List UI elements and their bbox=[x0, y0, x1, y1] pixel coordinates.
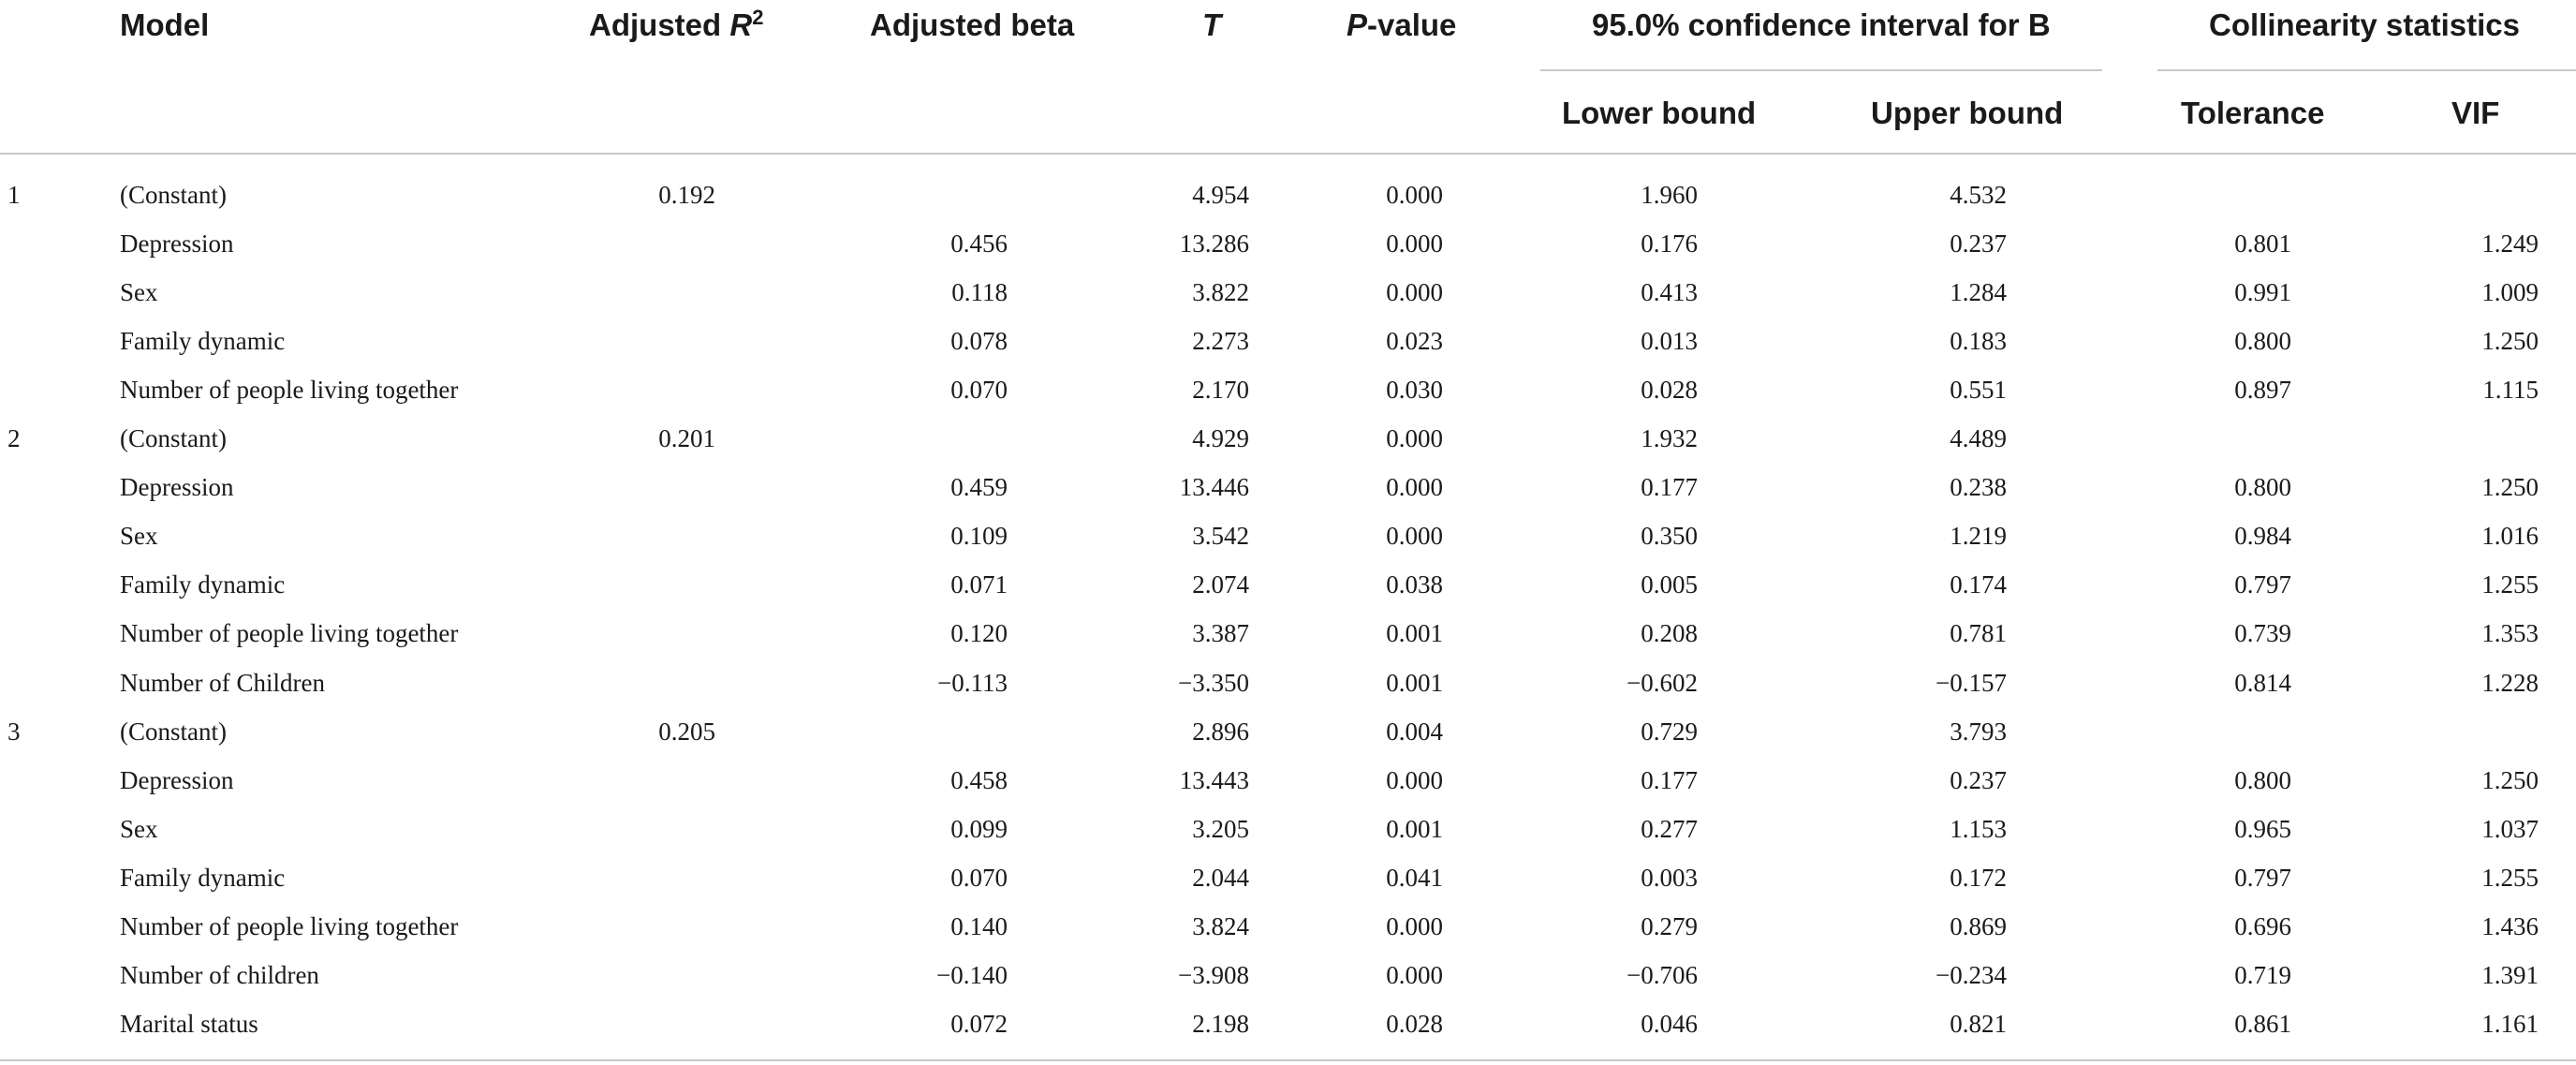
upper-bound-cell: 0.237 bbox=[1950, 766, 2007, 794]
upper-bound-cell: 1.219 bbox=[1950, 522, 2007, 550]
header-adjusted-r2-italic: R bbox=[729, 7, 753, 42]
t-cell: 3.205 bbox=[1192, 815, 1249, 843]
t-cell: 2.273 bbox=[1192, 327, 1249, 355]
vif-cell: 1.016 bbox=[2481, 522, 2539, 550]
tolerance-cell: 0.800 bbox=[2234, 327, 2291, 355]
adjusted-beta-cell: 0.458 bbox=[950, 766, 1008, 794]
t-cell: 13.286 bbox=[1179, 229, 1249, 258]
lower-bound-cell: 0.177 bbox=[1641, 473, 1698, 501]
tolerance-cell: 0.739 bbox=[2234, 619, 2291, 647]
vif-cell: 1.037 bbox=[2481, 815, 2539, 843]
ci-group-underline bbox=[1540, 69, 2102, 71]
vif-cell: 1.250 bbox=[2481, 473, 2539, 501]
header-adjusted-r2 bbox=[589, 6, 764, 42]
lower-bound-cell: 0.177 bbox=[1641, 766, 1698, 794]
upper-bound-cell: 4.532 bbox=[1950, 181, 2007, 209]
model-number-cell: 1 bbox=[7, 181, 21, 209]
predictor-cell: Sex bbox=[120, 278, 158, 306]
vif-cell: 1.115 bbox=[2482, 376, 2539, 404]
table-bottom-rule bbox=[0, 1059, 2576, 1061]
adjusted-beta-cell: −0.113 bbox=[937, 669, 1008, 697]
p-value-cell: 0.000 bbox=[1386, 278, 1443, 306]
predictor-cell: Number of people living together bbox=[120, 912, 459, 940]
lower-bound-cell: 0.279 bbox=[1641, 912, 1698, 940]
upper-bound-cell: −0.157 bbox=[1936, 669, 2007, 697]
header-p-rest: -value bbox=[1367, 7, 1457, 42]
t-cell: 2.074 bbox=[1192, 570, 1249, 599]
model-number-cell: 2 bbox=[7, 424, 21, 452]
header-model: Model bbox=[120, 7, 210, 42]
t-cell: 3.542 bbox=[1192, 522, 1249, 550]
vif-cell: 1.353 bbox=[2481, 619, 2539, 647]
vif-cell: 1.250 bbox=[2481, 327, 2539, 355]
adjusted-beta-cell: 0.118 bbox=[951, 278, 1008, 306]
predictor-cell: Number of children bbox=[120, 961, 319, 989]
upper-bound-cell: 3.793 bbox=[1950, 717, 2007, 746]
header-ci-group: 95.0% confidence interval for B bbox=[1592, 7, 2051, 42]
adjusted-beta-cell: 0.459 bbox=[950, 473, 1008, 501]
adjusted-beta-cell: 0.072 bbox=[950, 1010, 1008, 1038]
t-cell: 2.198 bbox=[1192, 1010, 1249, 1038]
upper-bound-cell: 4.489 bbox=[1950, 424, 2007, 452]
adjusted-beta-cell: 0.099 bbox=[950, 815, 1008, 843]
adjusted-beta-cell: 0.070 bbox=[950, 376, 1008, 404]
adjusted-beta-cell: 0.120 bbox=[950, 619, 1008, 647]
vif-cell: 1.250 bbox=[2481, 766, 2539, 794]
vif-cell: 1.391 bbox=[2481, 961, 2539, 989]
header-adjusted-r2-sup: 2 bbox=[752, 6, 764, 29]
upper-bound-cell: 0.172 bbox=[1950, 864, 2007, 892]
lower-bound-cell: 0.729 bbox=[1641, 717, 1698, 746]
lower-bound-cell: 1.932 bbox=[1641, 424, 1698, 452]
lower-bound-cell: 0.413 bbox=[1641, 278, 1698, 306]
tolerance-cell: 0.797 bbox=[2234, 864, 2291, 892]
p-value-cell: 0.004 bbox=[1386, 717, 1443, 746]
upper-bound-cell: 0.237 bbox=[1950, 229, 2007, 258]
predictor-cell: Depression bbox=[120, 229, 234, 258]
upper-bound-cell: 0.238 bbox=[1950, 473, 2007, 501]
upper-bound-cell: 0.183 bbox=[1950, 327, 2007, 355]
vif-cell: 1.009 bbox=[2481, 278, 2539, 306]
t-cell: 2.896 bbox=[1192, 717, 1249, 746]
collinearity-group-underline bbox=[2157, 69, 2576, 71]
tolerance-cell: 0.696 bbox=[2234, 912, 2291, 940]
lower-bound-cell: 0.013 bbox=[1641, 327, 1698, 355]
header-collinearity-group: Collinearity statistics bbox=[2209, 7, 2520, 42]
predictor-cell: (Constant) bbox=[120, 717, 227, 746]
adjusted-r2-cell: 0.192 bbox=[658, 181, 715, 209]
upper-bound-cell: −0.234 bbox=[1936, 961, 2007, 989]
predictor-cell: Depression bbox=[120, 766, 234, 794]
header-upper-bound: Upper bound bbox=[1871, 96, 2064, 130]
upper-bound-cell: 1.284 bbox=[1950, 278, 2007, 306]
p-value-cell: 0.000 bbox=[1386, 912, 1443, 940]
vif-cell: 1.161 bbox=[2481, 1010, 2539, 1038]
header-t bbox=[1202, 9, 1221, 40]
p-value-cell: 0.000 bbox=[1386, 229, 1443, 258]
tolerance-cell: 0.800 bbox=[2234, 766, 2291, 794]
p-value-cell: 0.001 bbox=[1386, 619, 1443, 647]
header-vif: VIF bbox=[2451, 96, 2500, 130]
predictor-cell: Depression bbox=[120, 473, 234, 501]
tolerance-cell: 0.965 bbox=[2234, 815, 2291, 843]
lower-bound-cell: −0.602 bbox=[1627, 669, 1698, 697]
t-cell: −3.908 bbox=[1178, 961, 1249, 989]
tolerance-cell: 0.991 bbox=[2234, 278, 2291, 306]
p-value-cell: 0.001 bbox=[1386, 815, 1443, 843]
predictor-cell: Family dynamic bbox=[120, 570, 286, 599]
header-tolerance: Tolerance bbox=[2181, 96, 2325, 130]
header-p-italic: P bbox=[1347, 7, 1368, 42]
t-cell: 3.387 bbox=[1192, 619, 1249, 647]
vif-cell: 1.436 bbox=[2481, 912, 2539, 940]
upper-bound-cell: 0.781 bbox=[1950, 619, 2007, 647]
t-cell: 4.954 bbox=[1192, 181, 1249, 209]
t-cell: 13.443 bbox=[1179, 766, 1249, 794]
t-cell: 3.822 bbox=[1192, 278, 1249, 306]
header-bottom-rule bbox=[0, 153, 2576, 155]
predictor-cell: (Constant) bbox=[120, 424, 227, 452]
adjusted-beta-cell: 0.071 bbox=[950, 570, 1008, 599]
lower-bound-cell: 0.277 bbox=[1641, 815, 1698, 843]
header-lower-bound: Lower bound bbox=[1562, 96, 1757, 130]
predictor-cell: Family dynamic bbox=[120, 327, 286, 355]
tolerance-cell: 0.800 bbox=[2234, 473, 2291, 501]
adjusted-r2-cell: 0.205 bbox=[658, 717, 715, 746]
adjusted-beta-cell: 0.070 bbox=[950, 864, 1008, 892]
p-value-cell: 0.023 bbox=[1386, 327, 1443, 355]
adjusted-beta-cell: 0.078 bbox=[950, 327, 1008, 355]
p-value-cell: 0.000 bbox=[1386, 181, 1443, 209]
adjusted-beta-cell: 0.140 bbox=[950, 912, 1008, 940]
upper-bound-cell: 0.869 bbox=[1950, 912, 2007, 940]
predictor-cell: Number of people living together bbox=[120, 376, 459, 404]
adjusted-r2-cell: 0.201 bbox=[658, 424, 715, 452]
tolerance-cell: 0.897 bbox=[2234, 376, 2291, 404]
tolerance-cell: 0.814 bbox=[2234, 669, 2291, 697]
predictor-cell: Marital status bbox=[120, 1010, 258, 1038]
tolerance-cell: 0.984 bbox=[2234, 522, 2291, 550]
tolerance-cell: 0.861 bbox=[2234, 1010, 2291, 1038]
p-value-cell: 0.000 bbox=[1386, 961, 1443, 989]
p-value-cell: 0.000 bbox=[1386, 766, 1443, 794]
predictor-cell: Sex bbox=[120, 815, 158, 843]
predictor-cell: Sex bbox=[120, 522, 158, 550]
vif-cell: 1.228 bbox=[2481, 669, 2539, 697]
t-cell: 2.044 bbox=[1192, 864, 1249, 892]
p-value-cell: 0.001 bbox=[1386, 669, 1443, 697]
t-cell: 4.929 bbox=[1192, 424, 1249, 452]
p-value-cell: 0.000 bbox=[1386, 473, 1443, 501]
vif-cell: 1.249 bbox=[2481, 229, 2539, 258]
vif-cell: 1.255 bbox=[2481, 864, 2539, 892]
lower-bound-cell: 0.003 bbox=[1641, 864, 1698, 892]
p-value-cell: 0.000 bbox=[1386, 424, 1443, 452]
t-cell: −3.350 bbox=[1178, 669, 1249, 697]
p-value-cell: 0.041 bbox=[1386, 864, 1443, 892]
adjusted-beta-cell: 0.109 bbox=[950, 522, 1008, 550]
lower-bound-cell: 0.046 bbox=[1641, 1010, 1698, 1038]
upper-bound-cell: 1.153 bbox=[1950, 815, 2007, 843]
header-adjusted-r2-text: Adjusted bbox=[589, 7, 730, 42]
upper-bound-cell: 0.551 bbox=[1950, 376, 2007, 404]
tolerance-cell: 0.719 bbox=[2234, 961, 2291, 989]
t-cell: 2.170 bbox=[1192, 376, 1249, 404]
tolerance-cell: 0.801 bbox=[2234, 229, 2291, 258]
lower-bound-cell: 0.208 bbox=[1641, 619, 1698, 647]
predictor-cell: Family dynamic bbox=[120, 864, 286, 892]
predictor-cell: (Constant) bbox=[120, 181, 227, 209]
predictor-cell: Number of Children bbox=[120, 669, 325, 697]
t-cell: 3.824 bbox=[1192, 912, 1249, 940]
upper-bound-cell: 0.821 bbox=[1950, 1010, 2007, 1038]
adjusted-beta-cell: 0.456 bbox=[950, 229, 1008, 258]
lower-bound-cell: 0.176 bbox=[1641, 229, 1698, 258]
header-t-italic: T bbox=[1202, 7, 1222, 42]
tolerance-cell: 0.797 bbox=[2234, 570, 2291, 599]
t-cell: 13.446 bbox=[1179, 473, 1249, 501]
adjusted-beta-cell: −0.140 bbox=[936, 961, 1008, 989]
p-value-cell: 0.030 bbox=[1386, 376, 1443, 404]
predictor-cell: Number of people living together bbox=[120, 619, 459, 647]
lower-bound-cell: 0.005 bbox=[1641, 570, 1698, 599]
header-p-value bbox=[1347, 9, 1456, 40]
p-value-cell: 0.038 bbox=[1386, 570, 1443, 599]
lower-bound-cell: 0.350 bbox=[1641, 522, 1698, 550]
p-value-cell: 0.028 bbox=[1386, 1010, 1443, 1038]
upper-bound-cell: 0.174 bbox=[1950, 570, 2007, 599]
lower-bound-cell: −0.706 bbox=[1627, 961, 1698, 989]
lower-bound-cell: 1.960 bbox=[1641, 181, 1698, 209]
lower-bound-cell: 0.028 bbox=[1641, 376, 1698, 404]
p-value-cell: 0.000 bbox=[1386, 522, 1443, 550]
vif-cell: 1.255 bbox=[2481, 570, 2539, 599]
header-adjusted-beta: Adjusted beta bbox=[870, 7, 1075, 42]
model-number-cell: 3 bbox=[7, 717, 21, 746]
